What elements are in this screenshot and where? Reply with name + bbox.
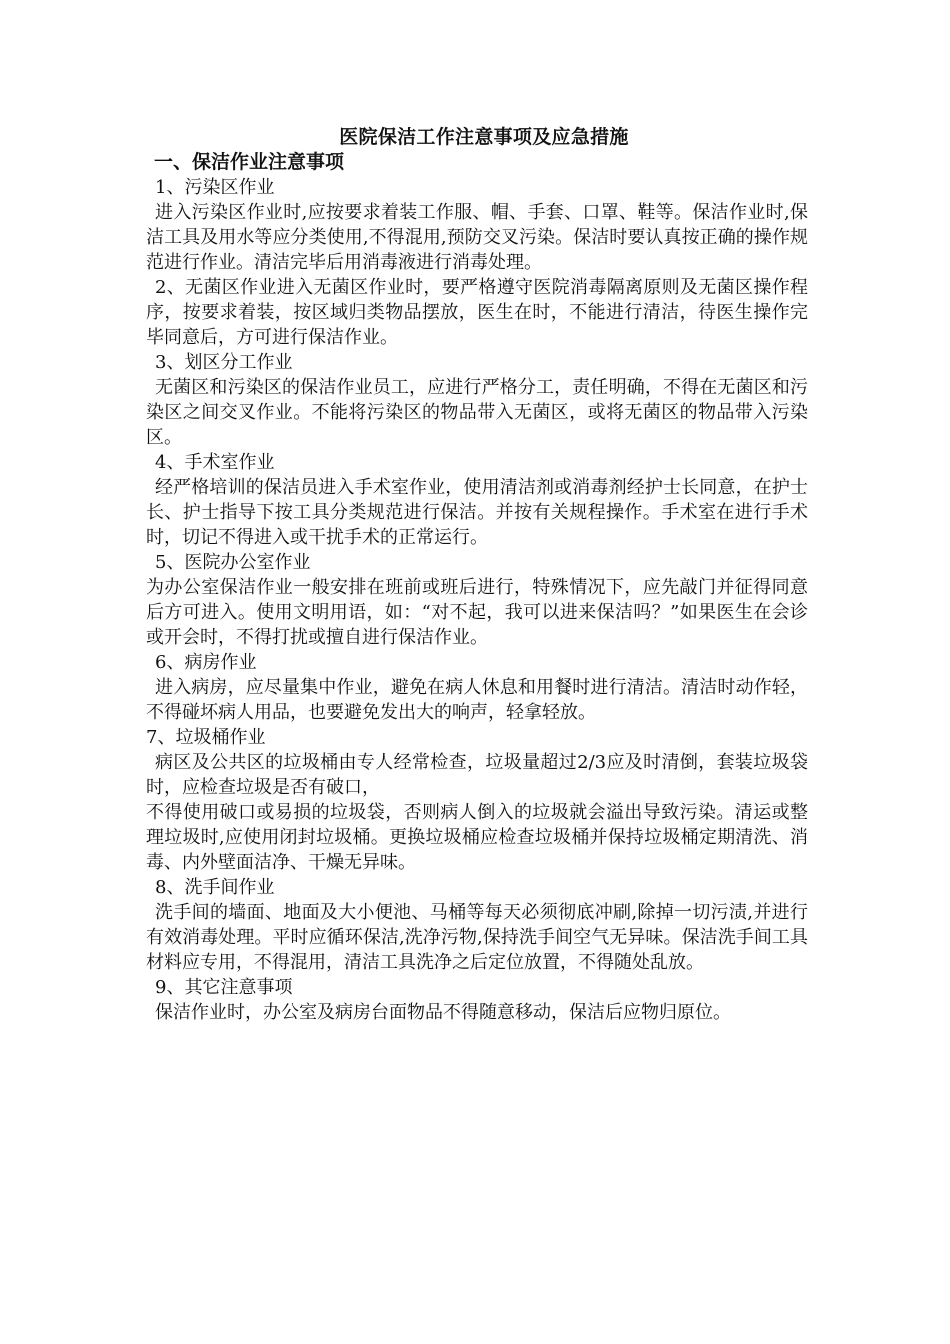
item-1-heading: 1、污染区作业	[155, 177, 275, 198]
item-1-body: 进入污染区作业时,应按要求着装工作服、帽、手套、口罩、鞋等。保洁作业时,保洁工具及用水等应分类使用,不得混用,预防交叉污染。保洁时要认真按正确的操作规范进行作业。清洁完毕后用消毒液进行消毒处理。	[146, 202, 808, 273]
item-7	[146, 725, 808, 875]
item-9-body: 保洁作业时，办公室及病房台面物品不得随意移动，保洁后应物归原位。	[155, 1002, 731, 1023]
section-heading: 一、保洁作业注意事项	[154, 151, 345, 173]
item-6	[146, 650, 808, 725]
item-2-body: 2、无菌区作业进入无菌区作业时，要严格遵守医院消毒隔离原则及无菌区操作程序，按要求着装，按区域归类物品摆放，医生在时，不能进行清洁，待医生操作完毕同意后，方可进行保洁作业。	[146, 277, 808, 348]
item-7-body: 病区及公共区的垃圾桶由专人经常检查，垃圾量超过2/3应及时清倒，套装垃圾袋时，应检查垃圾是否有破口，	[146, 752, 808, 798]
item-6-heading: 6、病房作业	[155, 652, 257, 673]
item-1	[146, 175, 808, 275]
item-3-heading: 3、划区分工作业	[155, 352, 293, 373]
item-4	[146, 450, 808, 550]
item-9-heading: 9、其它注意事项	[155, 977, 293, 998]
item-5	[146, 550, 808, 650]
item-4-body: 经严格培训的保洁员进入手术室作业，使用清洁剂或消毒剂经护士长同意，在护士长、护士指导下按工具分类规范进行保洁。并按有关规程操作。手术室在进行手术时，切记不得进入或干扰手术的正常运行。	[146, 477, 808, 548]
item-5-body: 为办公室保洁作业一般安排在班前或班后进行，特殊情况下，应先敲门并征得同意后方可进入。使用文明用语，如：“对不起，我可以进来保洁吗？”如果医生在会诊或开会时，不得打扰或擅自进行保洁作业。	[146, 577, 808, 648]
item-8-body: 洗手间的墙面、地面及大小便池、马桶等每天必须彻底冲刷,除掉一切污渍,并进行有效消毒处理。平时应循环保洁,洗净污物,保持洗手间空气无异味。保洁洗手间工具材料应专用，不得混用，清洁工具洗净之后定位放置，不得随处乱放。	[146, 902, 808, 973]
item-8-heading: 8、洗手间作业	[155, 877, 275, 898]
item-2	[146, 275, 808, 350]
document-page	[146, 124, 808, 1025]
item-3-body: 无菌区和污染区的保洁作业员工，应进行严格分工，责任明确，不得在无菌区和污染区之间交叉作业。不能将污染区的物品带入无菌区，或将无菌区的物品带入污染区。	[146, 377, 808, 448]
document-title: 医院保洁工作注意事项及应急措施	[339, 126, 629, 148]
item-7-heading: 7、垃圾桶作业	[146, 727, 266, 748]
item-9	[146, 975, 808, 1025]
item-5-heading: 5、医院办公室作业	[155, 552, 311, 573]
item-4-heading: 4、手术室作业	[155, 452, 275, 473]
item-3	[146, 350, 808, 450]
item-7-body-continued: 不得使用破口或易损的垃圾袋，否则病人倒入的垃圾就会溢出导致污染。清运或整理垃圾时,应使用闭封垃圾桶。更换垃圾桶应检查垃圾桶并保持垃圾桶定期清洗、消毒、内外壁面洁净、干燥无异味。	[146, 802, 808, 873]
item-8	[146, 875, 808, 975]
item-6-body: 进入病房，应尽量集中作业，避免在病人休息和用餐时进行清洁。清洁时动作轻，不得碰坏病人用品，也要避免发出大的响声，轻拿轻放。	[146, 677, 808, 723]
